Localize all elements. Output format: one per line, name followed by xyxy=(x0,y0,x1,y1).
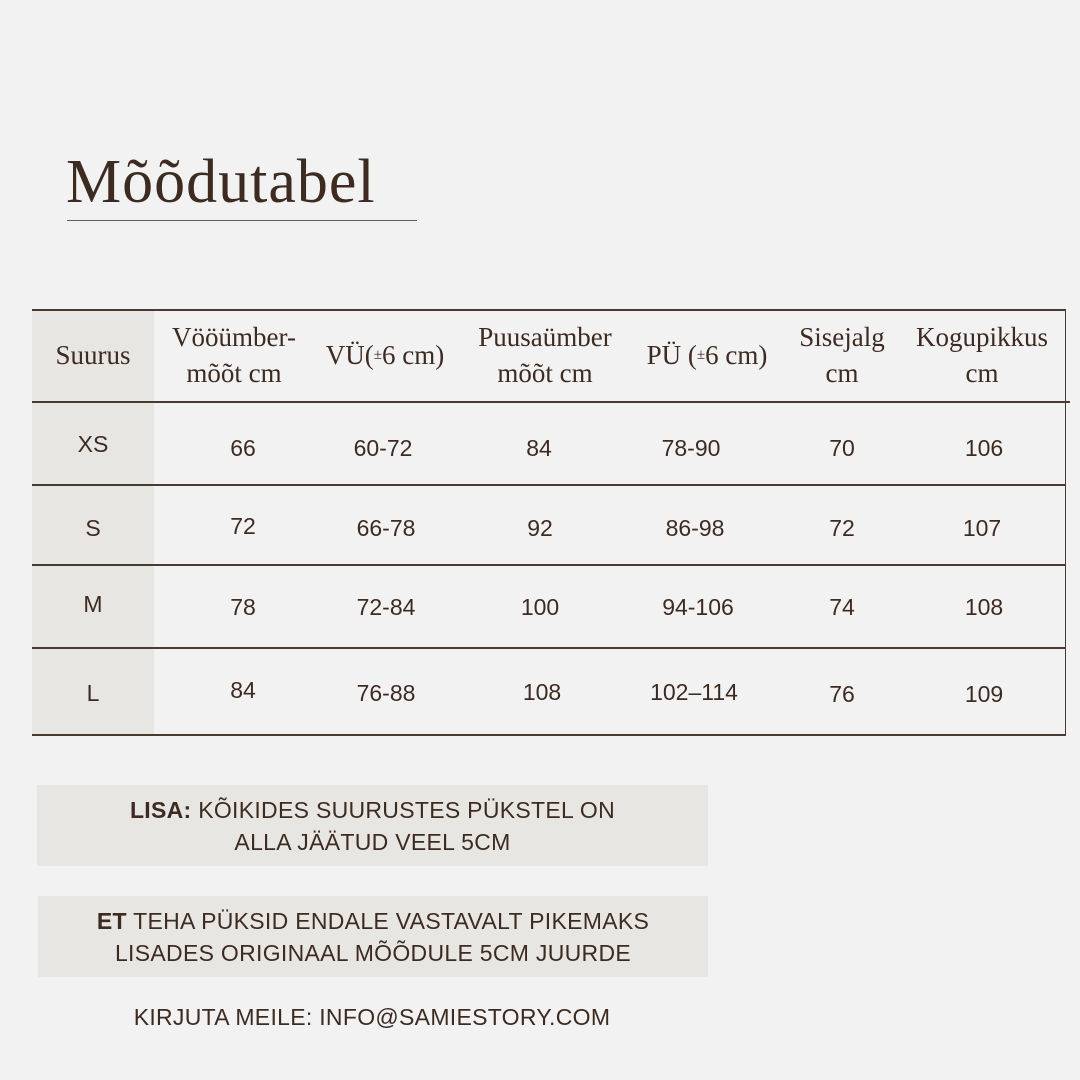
header-waist-line2: mõõt cm xyxy=(186,358,282,388)
header-divider xyxy=(32,401,1070,403)
header-pu-plusminus: ± xyxy=(696,347,706,363)
table-right-border xyxy=(1065,309,1067,735)
header-hip-line1: Puusaümber xyxy=(478,322,612,352)
cell-hip: 92 xyxy=(527,514,553,541)
cell-length: 108 xyxy=(964,593,1004,620)
cell-inseam: 76 xyxy=(829,680,855,707)
cell-length: 107 xyxy=(962,514,1002,541)
header-length-line1: Kogupikkus xyxy=(915,322,1048,352)
cell-hip: 84 xyxy=(526,434,552,461)
cell-vu: 76-88 xyxy=(356,679,416,706)
page-title: Mõõdutabel xyxy=(66,148,376,216)
header-vu-plusminus: ± xyxy=(373,347,382,363)
header-size-label: Suurus xyxy=(55,340,131,370)
header-inseam-line2: cm xyxy=(825,358,859,388)
header-inseam-line1: Sisejalg xyxy=(799,322,885,352)
header-inseam xyxy=(788,309,896,401)
header-vu-suffix: 6 cm) xyxy=(382,340,445,370)
row-divider xyxy=(32,647,1066,649)
note-et-line1 xyxy=(97,905,649,937)
cell-hip: 100 xyxy=(520,593,560,620)
cell-size: XS xyxy=(77,430,109,457)
header-length-line2: cm xyxy=(965,358,999,388)
header-waist-line1: Vööümber- xyxy=(172,322,296,352)
header-pu xyxy=(632,309,782,401)
cell-pu: 78-90 xyxy=(661,434,721,461)
table-bottom-border xyxy=(32,734,1066,736)
row-divider xyxy=(32,484,1066,486)
header-vu-prefix: VÜ( xyxy=(325,340,374,370)
cell-size: S xyxy=(85,514,101,541)
title-underline xyxy=(67,220,417,221)
cell-vu: 60-72 xyxy=(353,434,413,461)
header-pu-prefix: PÜ ( xyxy=(646,340,697,370)
header-pu-suffix: 6 cm) xyxy=(705,340,768,370)
note-lisa-text1: KÕIKIDES SUURUSTES PÜKSTEL ON xyxy=(191,796,616,823)
cell-length: 106 xyxy=(964,434,1004,461)
note-lisa-label: LISA: xyxy=(129,796,192,823)
row-divider xyxy=(32,564,1066,566)
note-lisa-line1 xyxy=(130,794,615,826)
contact-email[interactable]: KIRJUTA MEILE: INFO@SAMIESTORY.COM xyxy=(133,1004,611,1030)
cell-pu: 86-98 xyxy=(665,514,725,541)
cell-waist: 78 xyxy=(230,593,256,620)
note-et-line2: LISADES ORIGINAAL MÕÕDULE 5CM JUURDE xyxy=(114,939,632,966)
cell-waist: 84 xyxy=(230,676,256,703)
cell-hip: 108 xyxy=(522,678,562,705)
header-hip xyxy=(464,309,626,401)
header-waist xyxy=(158,309,310,401)
size-table xyxy=(32,309,1066,735)
cell-pu: 102–114 xyxy=(650,678,738,705)
note-lisa xyxy=(37,785,708,866)
cell-pu: 94-106 xyxy=(662,593,734,620)
cell-size: L xyxy=(86,679,100,706)
note-et xyxy=(38,896,708,977)
cell-inseam: 72 xyxy=(829,514,855,541)
cell-length: 109 xyxy=(964,680,1004,707)
cell-inseam: 74 xyxy=(829,593,855,620)
header-size xyxy=(32,309,154,401)
note-lisa-line2: ALLA JÄÄTUD VEEL 5CM xyxy=(234,828,511,855)
note-et-text1: TEHA PÜKSID ENDALE VASTAVALT PIKEMAKS xyxy=(126,907,650,934)
header-vu xyxy=(314,309,456,401)
cell-vu: 66-78 xyxy=(356,514,416,541)
note-et-label: ET xyxy=(96,907,127,934)
cell-waist: 66 xyxy=(230,434,256,461)
header-hip-line2: mõõt cm xyxy=(497,358,593,388)
cell-vu: 72-84 xyxy=(356,593,416,620)
header-length xyxy=(902,309,1062,401)
cell-inseam: 70 xyxy=(829,434,855,461)
cell-size: M xyxy=(83,590,103,617)
cell-waist: 72 xyxy=(230,512,256,539)
